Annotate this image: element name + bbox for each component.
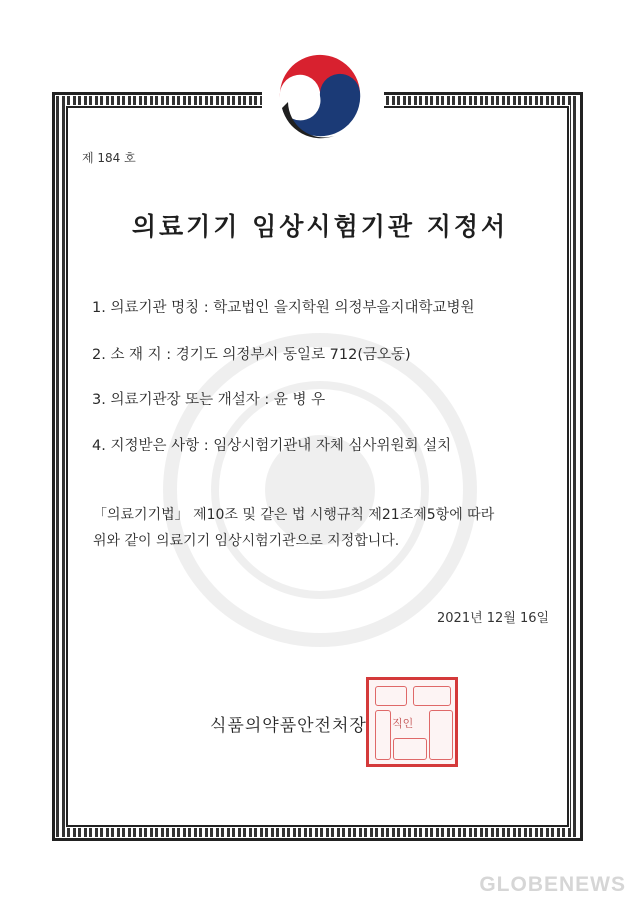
item-address: 2. 소 재 지 : 경기도 의정부시 동일로 712(금오동) bbox=[92, 347, 411, 363]
body-line-1: 「의료기기법」 제10조 및 같은 법 시행규칙 제21조제5항에 따라 bbox=[93, 507, 495, 523]
stamp-text: 직인 bbox=[392, 717, 414, 730]
item-institution-name: 1. 의료기관 명칭 : 학교법인 을지학원 의정부을지대학교병원 bbox=[92, 300, 475, 316]
document-title: 의료기기 임상시험기관 지정서 bbox=[131, 212, 509, 241]
item-director: 3. 의료기관장 또는 개설자 : 윤 병 우 bbox=[92, 392, 326, 408]
body-line-2: 위와 같이 의료기기 임상시험기관으로 지정합니다. bbox=[93, 533, 400, 549]
news-watermark-logo: GLOBENEWS bbox=[479, 873, 626, 896]
issue-date: 2021년 12월 16일 bbox=[437, 611, 550, 626]
seal-watermark-icon bbox=[160, 330, 480, 650]
item-designation: 4. 지정받은 사항 : 임상시험기관내 자체 심사위원회 설치 bbox=[92, 438, 452, 454]
official-seal-stamp bbox=[366, 677, 458, 767]
government-emblem-icon bbox=[274, 50, 366, 142]
certificate-number: 제 184 호 bbox=[82, 151, 136, 165]
issuer-name: 식품의약품안전처장 bbox=[210, 716, 367, 736]
